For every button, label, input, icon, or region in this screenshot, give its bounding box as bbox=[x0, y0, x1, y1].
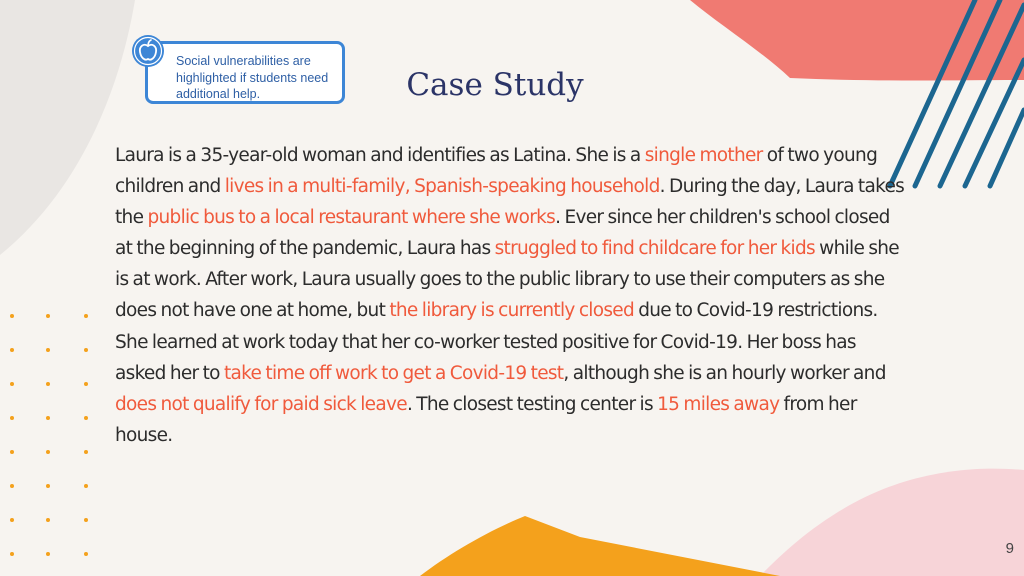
paragraph-text: of two young children and bbox=[115, 145, 878, 198]
paragraph-text: while she is at work. After work, Laura usually goes to the public library to use their computers as she does not have one at home, but bbox=[115, 238, 899, 322]
highlighted-vulnerability: lives in a multi-family, Spanish-speaking household bbox=[224, 176, 660, 198]
coral-corner-shape bbox=[690, 0, 1024, 81]
teacher-note-text: Social vulnerabilities are highlighted if students need additional help. bbox=[176, 54, 329, 101]
apple-icon bbox=[131, 34, 165, 68]
paragraph-text: due to Covid-19 restrictions. She learned at work today that her co-worker tested positive for Covid-19. Her boss has asked her to bbox=[115, 300, 878, 384]
paragraph-text: Laura is a 35-year-old woman and identifies as Latina. She is a bbox=[115, 145, 645, 166]
case-study-paragraph bbox=[115, 140, 905, 451]
slide-title: Case Study bbox=[406, 67, 584, 103]
highlighted-vulnerability: public bus to a local restaurant where she works bbox=[147, 207, 556, 229]
highlighted-vulnerability: 15 miles away bbox=[657, 393, 780, 415]
teacher-note-box bbox=[145, 41, 345, 104]
highlighted-vulnerability: struggled to find childcare for her kids bbox=[494, 238, 815, 260]
highlighted-vulnerability: single mother bbox=[644, 145, 763, 166]
paragraph-text: . Ever since her children's school closed at the beginning of the pandemic, Laura has bbox=[115, 207, 890, 260]
highlighted-vulnerability: take time off work to get a Covid-19 test bbox=[223, 362, 564, 384]
paragraph-text: . During the day, Laura takes the bbox=[115, 176, 905, 229]
paragraph-text: from her house. bbox=[115, 393, 857, 446]
pink-shape bbox=[760, 469, 1024, 576]
highlighted-vulnerability: the library is currently closed bbox=[389, 300, 635, 322]
paragraph-text: , although she is an hourly worker and bbox=[563, 362, 886, 384]
dot-grid bbox=[10, 314, 88, 556]
highlighted-vulnerability: does not qualify for paid sick leave bbox=[115, 393, 407, 415]
orange-shape bbox=[420, 516, 780, 576]
paragraph-text: . The closest testing center is bbox=[406, 393, 658, 415]
page-number: 9 bbox=[1005, 540, 1014, 557]
